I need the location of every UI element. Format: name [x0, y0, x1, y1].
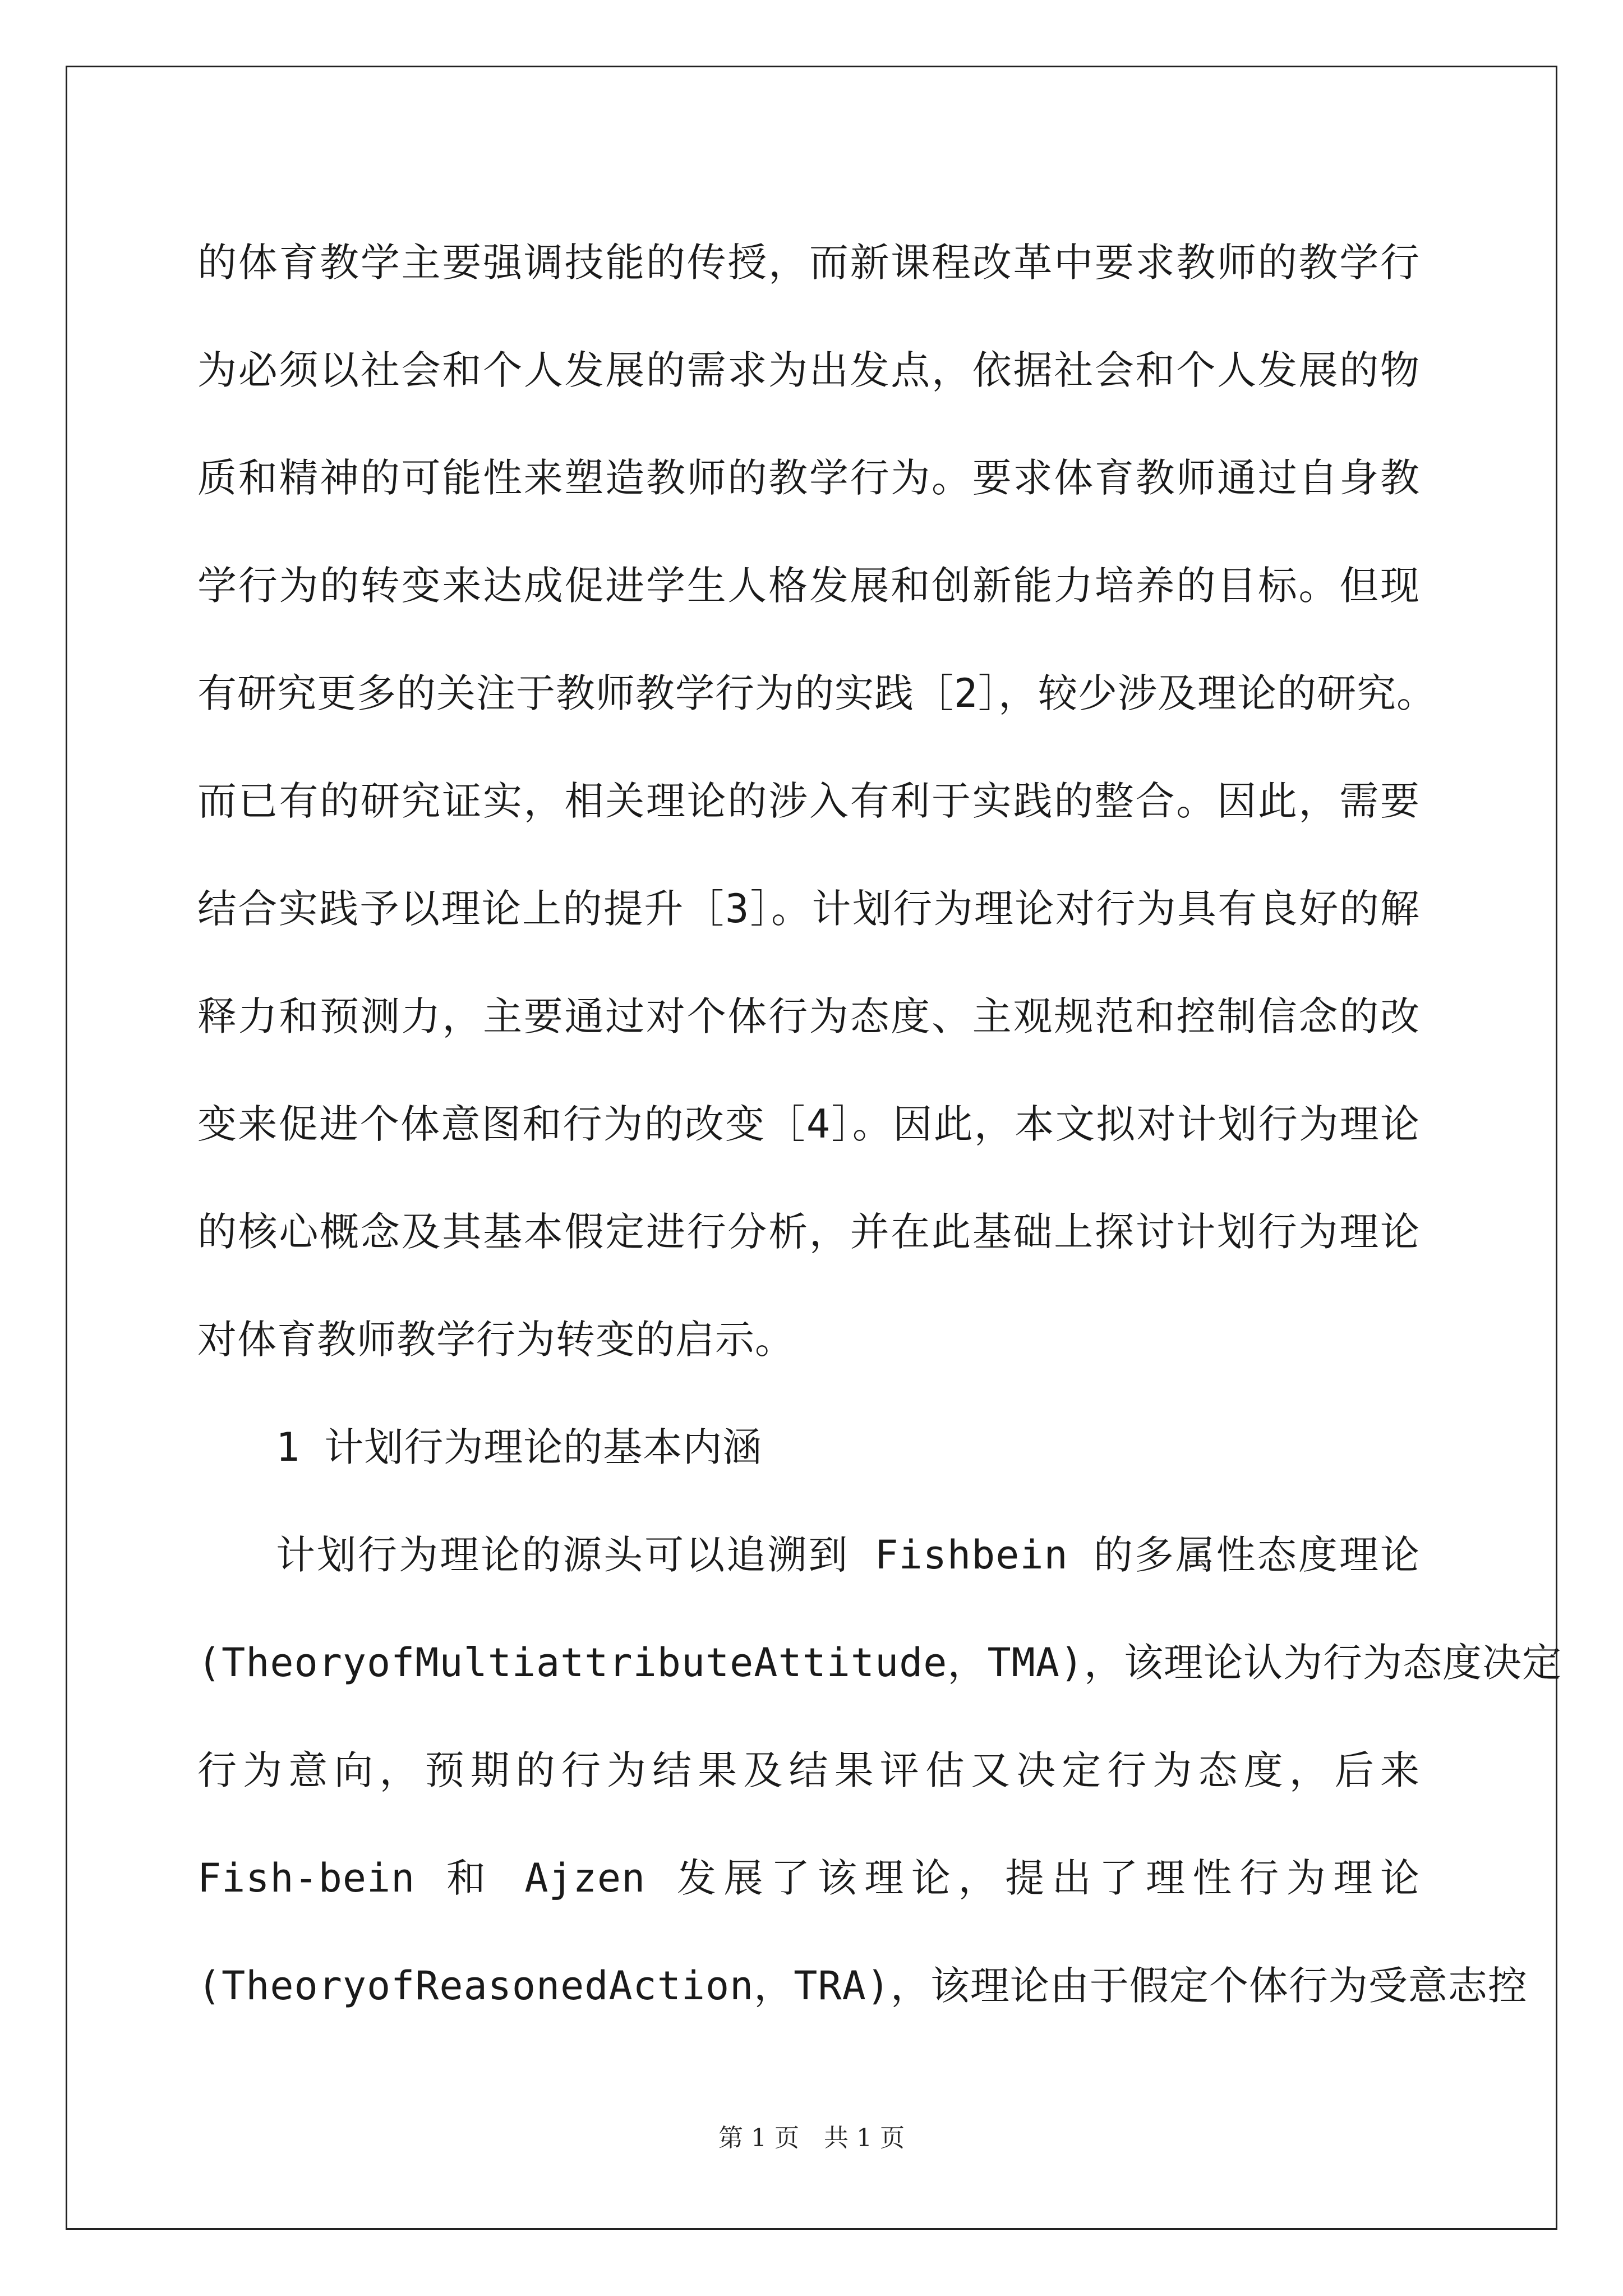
text-line: 有研究更多的关注于教师教学行为的实践［2］，较少涉及理论的研究。: [197, 670, 1437, 716]
text-line: 计划行为理论的源头可以追溯到 Fishbein 的多属性态度理论: [276, 1532, 1420, 1578]
section-heading: 1 计划行为理论的基本内涵: [276, 1424, 763, 1470]
text-line: Fish-bein 和 Ajzen 发展了该理论，提出了理性行为理论: [197, 1855, 1420, 1901]
text-line: 的体育教学主要强调技能的传授，而新课程改革中要求教师的教学行: [197, 240, 1420, 286]
text-line: (TheoryofMultiattributeAttitude，TMA)，该理论认为行为态度决定: [197, 1640, 1562, 1686]
document-body: [197, 209, 1562, 2040]
text-line: 学行为的转变来达成促进学生人格发展和创新能力培养的目标。但现: [197, 563, 1420, 609]
page-number: 第 1 页 共 1 页: [718, 2124, 905, 2152]
text-line: 而已有的研究证实，相关理论的涉入有利于实践的整合。因此，需要: [197, 778, 1420, 824]
text-line: (TheoryofReasonedAction，TRA)，该理论由于假定个体行为受意志控: [197, 1963, 1528, 2009]
text-line: 结合实践予以理论上的提升［3］。计划行为理论对行为具有良好的解: [197, 886, 1420, 932]
text-line: 质和精神的可能性来塑造教师的教学行为。要求体育教师通过自身教: [197, 455, 1420, 501]
text-line: 行为意向，预期的行为结果及结果评估又决定行为态度，后来: [197, 1747, 1420, 1793]
text-line: 对体育教师教学行为转变的启示。: [197, 1317, 795, 1363]
text-line: 变来促进个体意图和行为的改变［4］。因此，本文拟对计划行为理论: [197, 1101, 1420, 1147]
text-line: 释力和预测力，主要通过对个体行为态度、主观规范和控制信念的改: [197, 993, 1420, 1039]
text-line: 为必须以社会和个人发展的需求为出发点，依据社会和个人发展的物: [197, 347, 1420, 393]
text-line: 的核心概念及其基本假定进行分析，并在此基础上探讨计划行为理论: [197, 1209, 1420, 1255]
